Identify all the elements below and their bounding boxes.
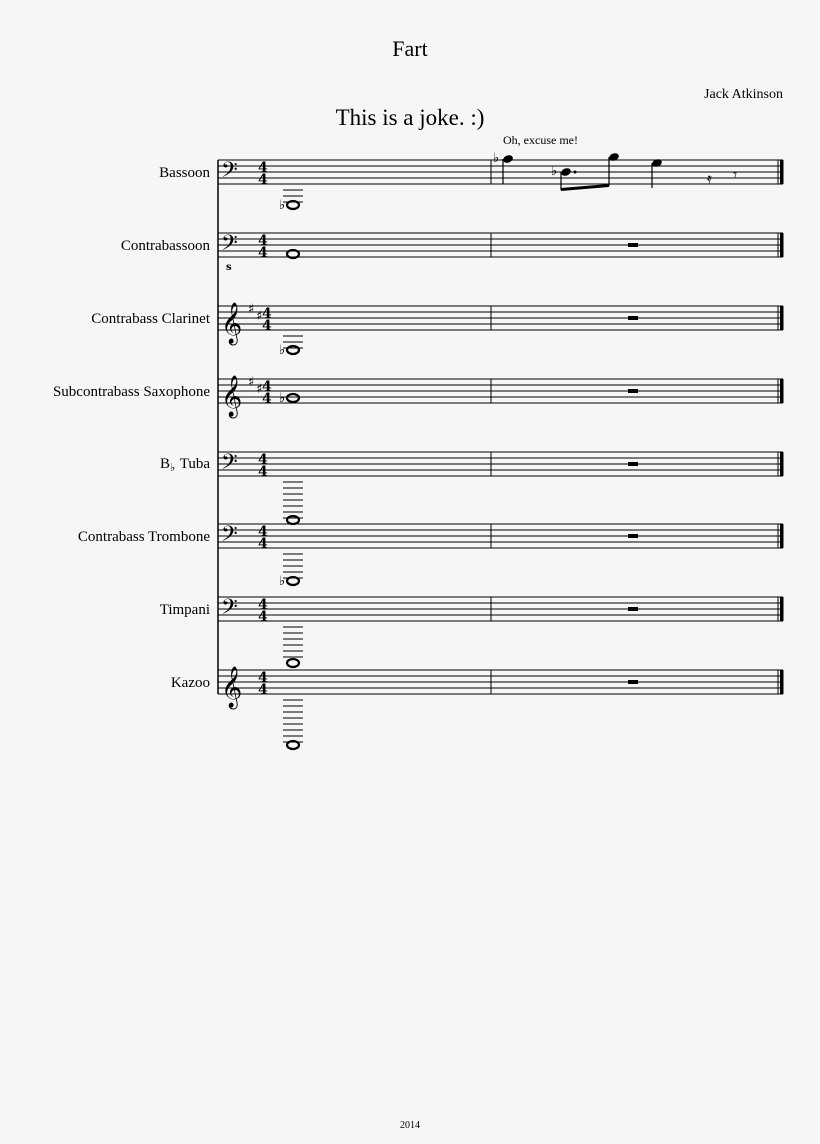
quarter-note [651, 158, 663, 168]
sharp-icon: ♯ [256, 309, 263, 324]
bass-clef-icon: 𝄢 [221, 595, 238, 625]
final-barline-thick [780, 306, 784, 330]
dot [574, 171, 577, 174]
time-sig-bottom: 4 [262, 391, 272, 407]
whole-rest [628, 607, 638, 611]
ossia-marker: s [226, 262, 232, 273]
sharp-icon: ♯ [256, 382, 263, 397]
final-barline-thick [780, 670, 784, 694]
time-sig-top: 4 [258, 160, 268, 176]
whole-rest [628, 534, 638, 538]
whole-rest [628, 680, 638, 684]
instrument-label-subcontrabass-saxophone: Subcontrabass Saxophone [52, 384, 210, 400]
flat-icon: ♭ [551, 164, 558, 179]
tuba-name: Tuba [179, 456, 210, 472]
whole-rest [628, 243, 638, 247]
instrument-label-timpani: Timpani [159, 602, 210, 618]
instrument-label-kazoo: Kazoo [170, 675, 210, 691]
flat-icon: ♭ [279, 574, 286, 589]
score-subtitle: This is a joke. :) [335, 105, 485, 130]
time-sig-top: 4 [258, 597, 268, 613]
bass-clef-icon: 𝄢 [221, 158, 238, 188]
sharp-icon: ♯ [248, 302, 255, 317]
time-sig-top: 4 [258, 233, 268, 249]
beam [561, 184, 609, 191]
treble-clef-icon: 𝄞 [221, 376, 243, 417]
bass-clef-icon: 𝄢 [221, 522, 238, 552]
final-barline-thick [780, 524, 784, 548]
whole-note [287, 394, 299, 402]
sharp-icon: ♯ [248, 375, 255, 390]
bass-clef-icon: 𝄢 [221, 450, 238, 480]
whole-rest [628, 462, 638, 466]
time-sig-top: 4 [258, 670, 268, 686]
flat-icon: ♭ [279, 343, 286, 358]
whole-rest [628, 316, 638, 320]
time-sig-bottom: 4 [258, 536, 268, 552]
dotted-eighth-note [560, 167, 572, 177]
instrument-label-contrabassoon: Contrabassoon [120, 238, 210, 254]
final-barline-thick [780, 233, 784, 257]
footer-year: 2014 [400, 1120, 420, 1131]
final-barline-thick [780, 160, 784, 184]
whole-rest [628, 389, 638, 393]
score-title: Fart [392, 36, 428, 61]
time-sig-bottom: 4 [258, 464, 268, 480]
bass-clef-icon: 𝄢 [221, 231, 238, 261]
flat-icon: ♭ [170, 462, 176, 474]
eighth-rest-icon: 𝄾 [733, 165, 738, 184]
flat-icon: ♭ [279, 391, 286, 406]
time-sig-bottom: 4 [258, 245, 268, 261]
notation-glyphs [218, 151, 784, 749]
whole-note [287, 659, 299, 667]
instrument-label-contrabass-trombone: Contrabass Trombone [77, 529, 210, 545]
time-sig-top: 4 [262, 306, 272, 322]
instrument-label-contrabass-clarinet: Contrabass Clarinet [91, 311, 210, 327]
treble-clef-icon: 𝄞 [221, 303, 243, 344]
sixteenth-rest-icon: 𝄿 [707, 169, 712, 188]
final-barline-thick [780, 597, 784, 621]
staff-lines [218, 160, 783, 694]
time-sig-bottom: 4 [258, 682, 268, 698]
flat-icon: ♭ [279, 198, 286, 213]
tuba-prefix: B [160, 456, 171, 472]
time-sig-top: 4 [258, 452, 268, 468]
final-barline-thick [780, 379, 784, 403]
whole-note [287, 516, 299, 524]
instrument-label-bassoon: Bassoon [159, 165, 210, 181]
quarter-note [502, 154, 514, 164]
flat-icon: ♭ [493, 151, 500, 166]
whole-note [287, 346, 299, 354]
final-barline-thick [780, 452, 784, 476]
expression-text: Oh, excuse me! [503, 133, 578, 147]
time-sig-top: 4 [262, 379, 272, 395]
time-sig-top: 4 [258, 524, 268, 540]
time-sig-bottom: 4 [262, 318, 272, 334]
sixteenth-note [608, 152, 620, 162]
time-sig-bottom: 4 [258, 609, 268, 625]
composer-name: Jack Atkinson [704, 87, 783, 102]
treble-clef-icon: 𝄞 [221, 667, 243, 708]
time-sig-bottom: 4 [258, 172, 268, 188]
